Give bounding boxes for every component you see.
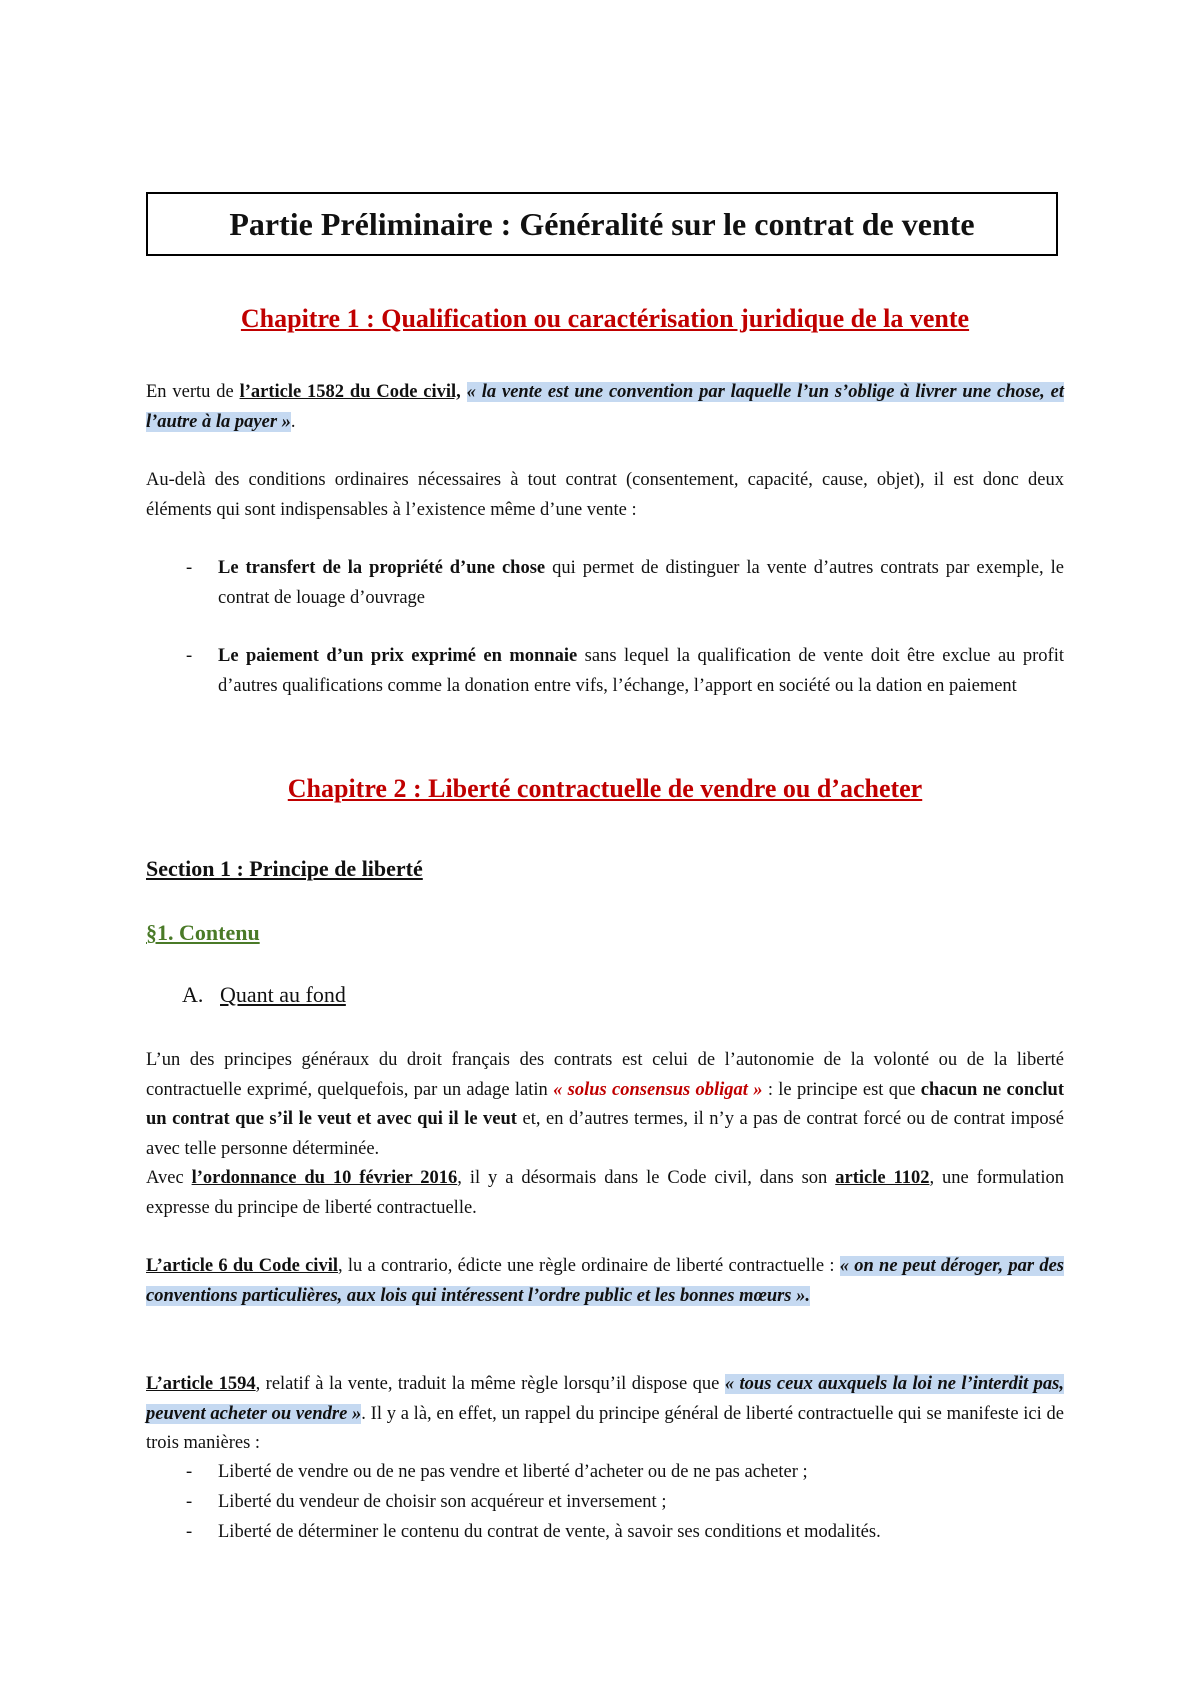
article-6-ref: L’article 6 du Code civil — [146, 1256, 338, 1276]
page-title-text: Partie Préliminaire : Généralité sur le contrat de vente — [229, 205, 975, 242]
paragraph-article-1594: L’article 1594, relatif à la vente, traduit la même règle lorsqu’il dispose que « tous ceux auxquels la loi ne l’interdit pas, peuvent acheter ou vendre ». Il y a là, en effet, un rappel du principe général de liberté contractuelle qui se manifeste ici de trois manières : — [146, 1374, 1064, 1453]
article-1582-quote: « la vente est une convention par laquelle l’un s’oblige à livrer une chose, et l’autre à la payer » — [146, 382, 1064, 432]
paragraph-article-1582: En vertu de l’article 1582 du Code civil, « la vente est une convention par laquelle l’un s’oblige à livrer une chose, et l’autre à la payer ». — [146, 382, 1064, 432]
article-1594-quote: « tous ceux auxquels la loi ne l’interdit pas, peuvent acheter ou vendre » — [146, 1374, 1064, 1424]
article-6-quote: « on ne peut déroger, par des conventions particulières, aux lois qui intéressent l’ordre public et les bonnes mœurs ». — [146, 1256, 1064, 1306]
paragraph-1-heading: §1. Contenu — [146, 920, 260, 945]
subheading-a: A. Quant au fond — [182, 982, 346, 1007]
latin-adage: « solus consensus obligat » — [553, 1079, 763, 1100]
paragraph-ordonnance: Avec l’ordonnance du 10 février 2016, il y a désormais dans le Code civil, dans son article 1102, une formulation expresse du principe de liberté contractuelle. — [146, 1168, 1064, 1218]
article-1102-ref: article 1102 — [835, 1168, 930, 1188]
article-1582-ref: l’article 1582 du Code civil, — [239, 382, 461, 402]
paragraph-autonomy: L’un des principes généraux du droit français des contrats est celui de l’autonomie de la volonté ou de la liberté contractuelle exprimé, quelquefois, par un adage latin « solus consensus obligat » : le principe est que chacun ne conclut un contrat que s’il le veut et avec qui il le veut et, en d’autres termes, il n’y a pas de contrat forcé ou de contrat imposé avec telle personne déterminée. — [146, 1050, 1065, 1159]
section-1-heading: Section 1 : Principe de liberté — [146, 856, 423, 881]
article-1594-ref: L’article 1594 — [146, 1374, 256, 1394]
ordonnance-ref: l’ordonnance du 10 février 2016 — [191, 1168, 458, 1188]
chapter-2-heading: Chapitre 2 : Liberté contractuelle de vendre ou d’acheter — [287, 774, 923, 803]
page-title — [146, 192, 1058, 256]
paragraph-article-6: L’article 6 du Code civil, lu a contrario, édicte une règle ordinaire de liberté contractuelle : « on ne peut déroger, par des conventions particulières, aux lois qui intéressent l’ordre public et les bonnes mœurs ». — [146, 1256, 1064, 1306]
paragraph-conditions: Au-delà des conditions ordinaires nécessaires à tout contrat (consentement, capacité, cause, objet), il est donc deux éléments qui sont indispensables à l’existence même d’une vente : — [146, 470, 1064, 520]
chapter-1-heading: Chapitre 1 : Qualification ou caractérisation juridique de la vente — [240, 304, 970, 333]
